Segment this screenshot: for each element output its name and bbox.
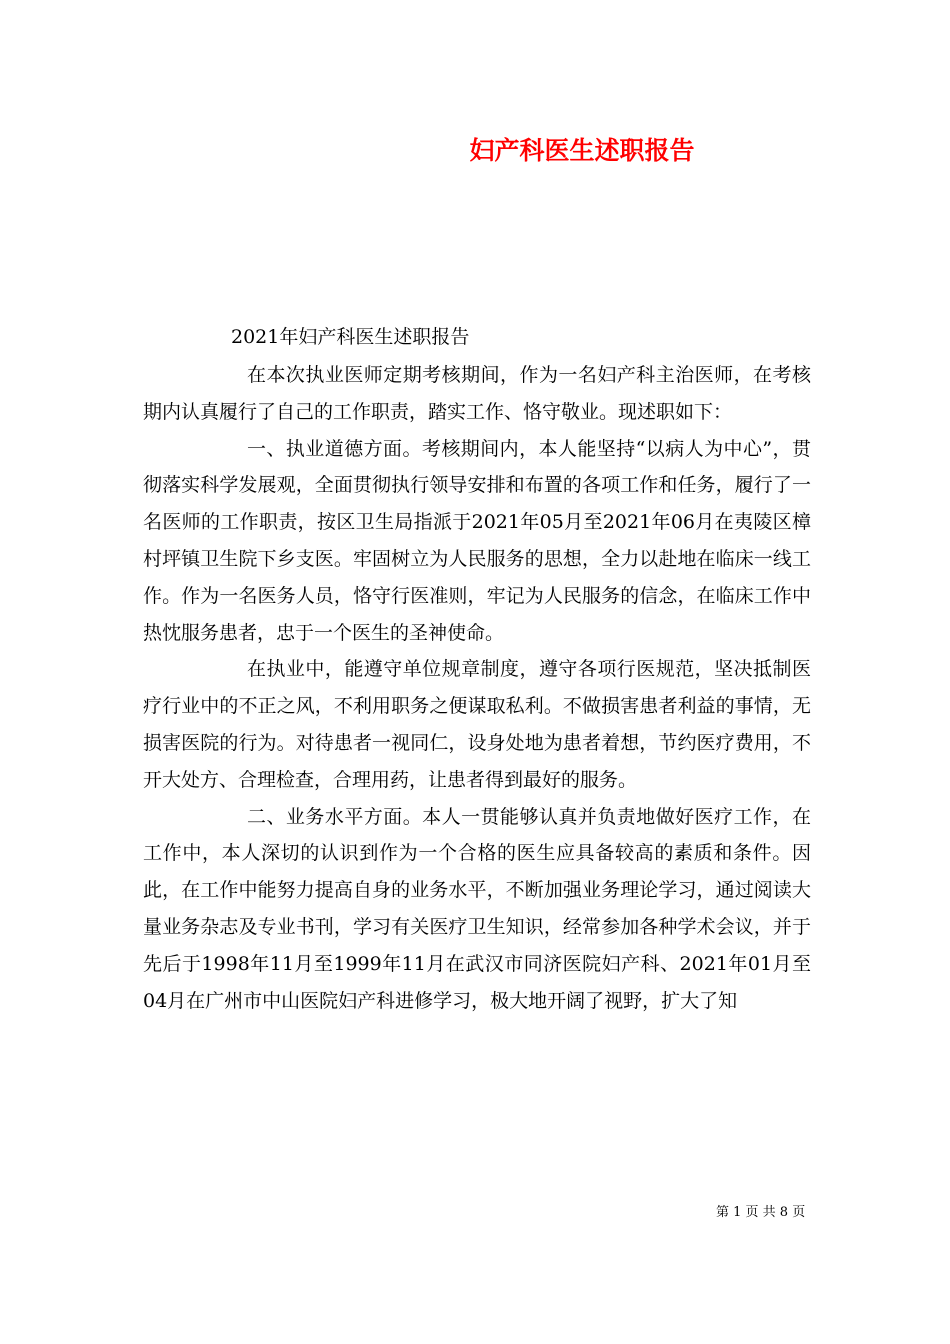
document-subtitle: 2021年妇产科医生述职报告 — [231, 326, 470, 348]
paragraph-skills: 二、业务水平方面。本人一贯能够认真并负责地做好医疗工作，在工作中，本人深切的认识到作为一个合格的医生应具备较高的素质和条件。因此，在工作中能努力提高自身的业务水平，不断加强业务理论学习，通过阅读大量业务杂志及专业书刊，学习有关医疗卫生知识，经常参加各种学术会议，并于先后于1998年11月至1999年11月在武汉市同济医院妇产科、2021年01月至04月在广州市中山医院妇产科进修学习，极大地开阔了视野，扩大了知 — [143, 805, 811, 1012]
paragraph-conduct: 在执业中，能遵守单位规章制度，遵守各项行医规范，坚决抵制医疗行业中的不正之风，不利用职务之便谋取私利。不做损害患者利益的事情，无损害医院的行为。对待患者一视同仁，设身处地为患者着想，节约医疗费用，不开大处方、合理检查，合理用药，让患者得到最好的服务。 — [143, 658, 811, 791]
document-body — [143, 317, 811, 1019]
paragraph-ethics: 一、执业道德方面。考核期间内，本人能坚持“以病人为中心”，贯彻落实科学发展观，全面贯彻执行领导安排和布置的各项工作和任务，履行了一名医师的工作职责，按区卫生局指派于2021年05月至2021年06月在夷陵区樟村坪镇卫生院下乡支医。牢固树立为人民服务的思想，全力以赴地在临床一线工作。作为一名医务人员，恪守行医准则，牢记为人民服务的信念，在临床工作中热忱服务患者，忠于一个医生的圣神使命。 — [143, 437, 811, 644]
paragraph-intro: 在本次执业医师定期考核期间，作为一名妇产科主治医师，在考核期内认真履行了自己的工作职责，踏实工作、恪守敬业。现述职如下： — [143, 364, 811, 423]
page-footer: 第 1 页 共 8 页 — [716, 1205, 806, 1220]
document-title: 妇产科医生述职报告 — [469, 136, 695, 165]
